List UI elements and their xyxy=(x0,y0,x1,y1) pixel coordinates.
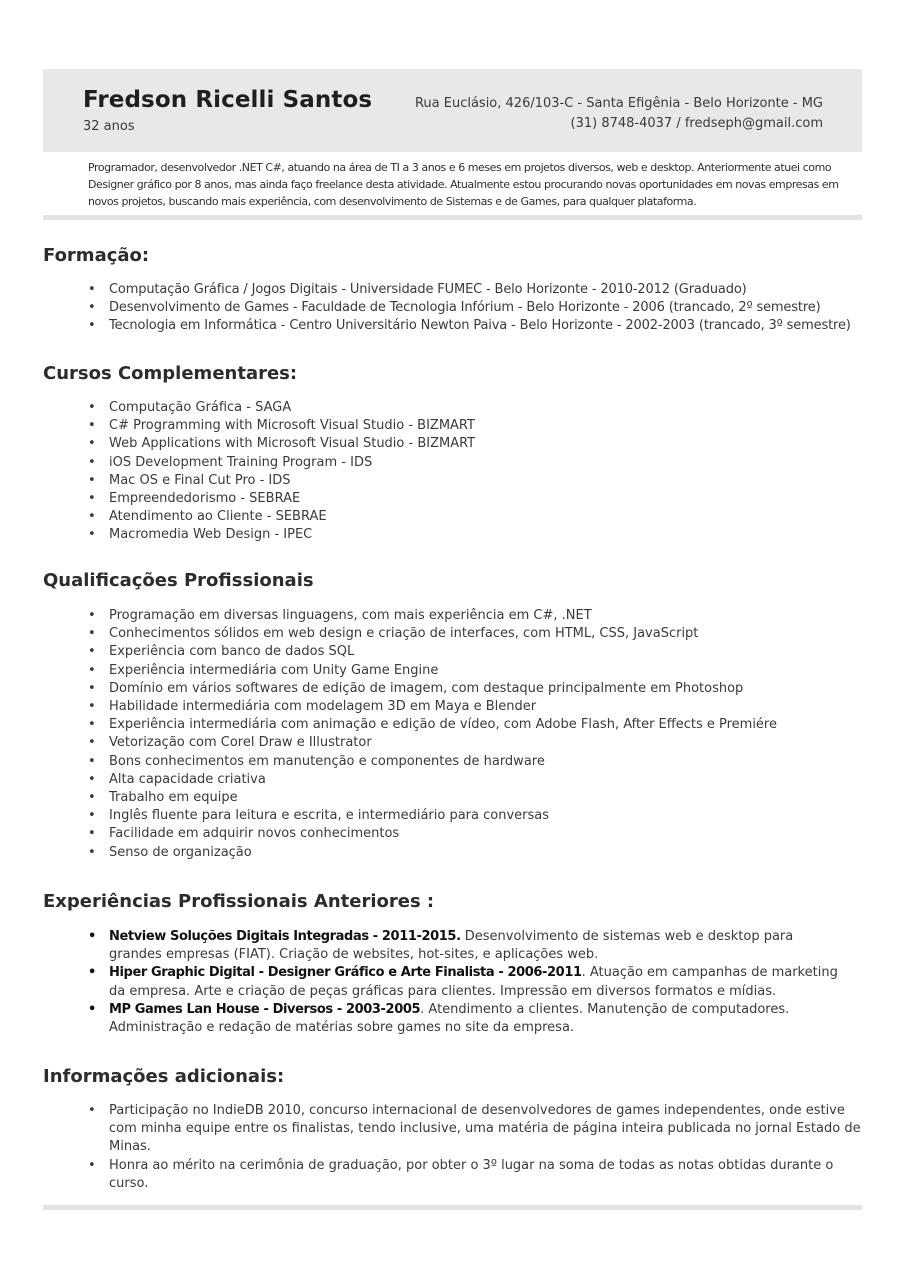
list-item xyxy=(88,928,840,964)
list-item-text: Web Applications with Microsoft Visual Studio - BIZMART xyxy=(109,436,476,452)
bullet-icon: • xyxy=(88,1157,96,1173)
divider-bottom xyxy=(43,1205,862,1210)
bullet-icon: • xyxy=(88,808,96,824)
list-item xyxy=(88,417,475,435)
list-item xyxy=(88,607,777,625)
list-item-text: Computação Gráfica - SAGA xyxy=(109,400,292,415)
list-item xyxy=(88,1001,840,1037)
list-item-text: Bons conhecimentos em manutenção e componentes de hardware xyxy=(109,753,545,769)
section-title-informacoes: Informações adicionais: xyxy=(43,1066,285,1087)
list-item xyxy=(88,1102,864,1157)
candidate-name: Fredson Ricelli Santos xyxy=(83,87,373,113)
section-title-formacao: Formação: xyxy=(43,245,150,266)
company-name: Hiper Graphic Digital - Designer Gráfico e Arte Finalista - 2006-2011 xyxy=(109,965,582,981)
bullet-icon: • xyxy=(88,771,96,787)
bullet-icon: • xyxy=(88,318,96,334)
list-item xyxy=(88,789,777,807)
list-item xyxy=(88,964,840,1000)
list-item xyxy=(88,454,475,472)
list-item-text: Alta capacidade criativa xyxy=(109,771,266,787)
list-item xyxy=(88,716,777,734)
list-item-text: Senso de organização xyxy=(109,844,252,860)
list-item-text: Atendimento ao Cliente - SEBRAE xyxy=(109,509,327,525)
divider-top xyxy=(43,215,862,220)
section-title-qualificacoes: Qualificações Profissionais xyxy=(43,570,314,591)
list-item xyxy=(88,825,777,843)
list-item-text: Tecnologia em Informática - Centro Universitário Newton Paiva - Belo Horizonte - 2002-2003 (trancado, 3º semestre) xyxy=(109,318,851,334)
bullet-icon: • xyxy=(88,965,97,981)
list-item xyxy=(88,680,777,698)
bullet-icon: • xyxy=(88,282,96,297)
bullet-icon: • xyxy=(88,735,96,751)
bullet-icon: • xyxy=(88,680,96,696)
bullet-icon: • xyxy=(88,608,96,623)
list-item xyxy=(88,625,777,643)
bullet-icon: • xyxy=(88,717,96,733)
list-item-text: Computação Gráfica / Jogos Digitais - Universidade FUMEC - Belo Horizonte - 2010-2012 (Graduado) xyxy=(109,282,747,297)
company-name: Netview Soluções Digitais Integradas - 2011-2015. xyxy=(109,929,461,944)
experiencias-list xyxy=(88,928,840,1037)
list-item xyxy=(88,643,777,661)
bullet-icon: • xyxy=(88,699,96,715)
cursos-list xyxy=(88,399,475,545)
bullet-icon: • xyxy=(88,662,96,678)
list-item xyxy=(88,299,851,317)
list-item xyxy=(88,662,777,680)
bullet-icon: • xyxy=(88,491,96,507)
list-item-text: Programação em diversas linguagens, com mais experiência em C#, .NET xyxy=(109,608,592,623)
list-item-text: Honra ao mérito na cerimônia de graduação, por obter o 3º lugar na soma de todas as notas obtidas durante o curso. xyxy=(109,1157,834,1191)
list-item xyxy=(88,399,475,417)
list-item-text: Experiência intermediária com Unity Game Engine xyxy=(109,662,439,678)
header xyxy=(43,69,862,152)
list-item-text: Habilidade intermediária com modelagem 3D em Maya e Blender xyxy=(109,699,537,715)
list-item-text: C# Programming with Microsoft Visual Studio - BIZMART xyxy=(109,418,475,434)
list-item-text: Conhecimentos sólidos em web design e criação de interfaces, com HTML, CSS, JavaScript xyxy=(109,626,699,642)
list-item xyxy=(88,281,851,299)
list-item xyxy=(88,472,475,490)
formacao-list xyxy=(88,281,851,336)
list-item-text: iOS Development Training Program - IDS xyxy=(109,454,373,470)
list-item-text: Participação no IndieDB 2010, concurso internacional de desenvolvedores de games independentes, onde estive com minha equipe entre os finalistas, tendo inclusive, uma matéria de página inteira publicada no jornal Estado de Minas. xyxy=(109,1103,861,1155)
bullet-icon: • xyxy=(88,626,96,642)
bullet-icon: • xyxy=(88,527,96,543)
list-item-text: Desenvolvimento de Games - Faculdade de Tecnologia Infórium - Belo Horizonte - 2006 (trancado, 2º semestre) xyxy=(109,300,821,316)
list-item xyxy=(88,526,475,544)
bullet-icon: • xyxy=(88,1103,96,1118)
bullet-icon: • xyxy=(88,644,96,660)
section-title-cursos: Cursos Complementares: xyxy=(43,363,298,384)
list-item xyxy=(88,807,777,825)
bullet-icon: • xyxy=(88,472,96,488)
list-item-text: Experiência intermediária com animação e edição de vídeo, com Adobe Flash, After Effects e Premiére xyxy=(109,717,777,733)
list-item-text: Vetorização com Corel Draw e Illustrator xyxy=(109,735,372,751)
bullet-icon: • xyxy=(88,1001,97,1017)
list-item-text: Trabalho em equipe xyxy=(109,790,238,806)
bullet-icon: • xyxy=(88,454,96,470)
bullet-icon: • xyxy=(88,826,96,842)
list-item xyxy=(88,844,777,862)
list-item xyxy=(88,1157,864,1193)
bullet-icon: • xyxy=(88,400,96,415)
list-item-text: Experiência com banco de dados SQL xyxy=(109,644,355,660)
job-description: . Atendimento a clientes. Manutenção de computadores. Administração e redação de matérias sobre games no site da empresa. xyxy=(109,1001,790,1036)
bullet-icon: • xyxy=(88,509,96,525)
professional-summary: Programador, desenvolvedor .NET C#, atuando na área de TI a 3 anos e 6 meses em projetos diversos, web e desktop. Anteriormente atuei como Designer gráfico por 8 anos, mas ainda faço freelance desta atividade. Atualmente estou procurando novas oportunidades em novas empresas em novos projetos, buscando mais experiência, com desenvolvimento de Sistemas e de Games, para qualquer plataforma. xyxy=(88,161,839,208)
list-item xyxy=(88,508,475,526)
list-item xyxy=(88,698,777,716)
bullet-icon: • xyxy=(88,790,96,806)
qualificacoes-list xyxy=(88,607,777,862)
list-item xyxy=(88,490,475,508)
bullet-icon: • xyxy=(88,753,96,769)
candidate-address: Rua Euclásio, 426/103-C - Santa Efigênia - Belo Horizonte - MG xyxy=(414,96,823,111)
bullet-icon: • xyxy=(88,300,96,316)
list-item xyxy=(88,435,475,453)
list-item-text: Macromedia Web Design - IPEC xyxy=(109,527,313,543)
job-description: Desenvolvimento de sistemas web e desktop para grandes empresas (FIAT). Criação de websites, hot-sites, e aplicações web. xyxy=(109,929,794,963)
company-name: MP Games Lan House - Diversos - 2003-2005 xyxy=(109,1001,421,1017)
list-item-text: Domínio em vários softwares de edição de imagem, com destaque principalmente em Photoshop xyxy=(109,680,744,696)
list-item xyxy=(88,317,851,335)
bullet-icon: • xyxy=(88,844,96,860)
candidate-age: 32 anos xyxy=(83,119,135,134)
job-description: . Atuação em campanhas de marketing da empresa. Arte e criação de peças gráficas para clientes. Impressão em diversos formatos e mídias. xyxy=(109,965,838,999)
bullet-icon: • xyxy=(88,929,97,944)
list-item xyxy=(88,734,777,752)
bullet-icon: • xyxy=(88,436,96,452)
list-item-text: Mac OS e Final Cut Pro - IDS xyxy=(109,472,291,488)
list-item xyxy=(88,771,777,789)
candidate-contact: (31) 8748-4037 / fredseph@gmail.com xyxy=(570,116,823,131)
informacoes-list xyxy=(88,1102,864,1193)
list-item-text: Inglês fluente para leitura e escrita, e intermediário para conversas xyxy=(109,808,550,824)
list-item xyxy=(88,753,777,771)
list-item-text: Empreendedorismo - SEBRAE xyxy=(109,491,301,507)
bullet-icon: • xyxy=(88,418,96,434)
list-item-text: Facilidade em adquirir novos conhecimentos xyxy=(109,826,400,842)
section-title-experiencias: Experiências Profissionais Anteriores : xyxy=(43,891,435,912)
